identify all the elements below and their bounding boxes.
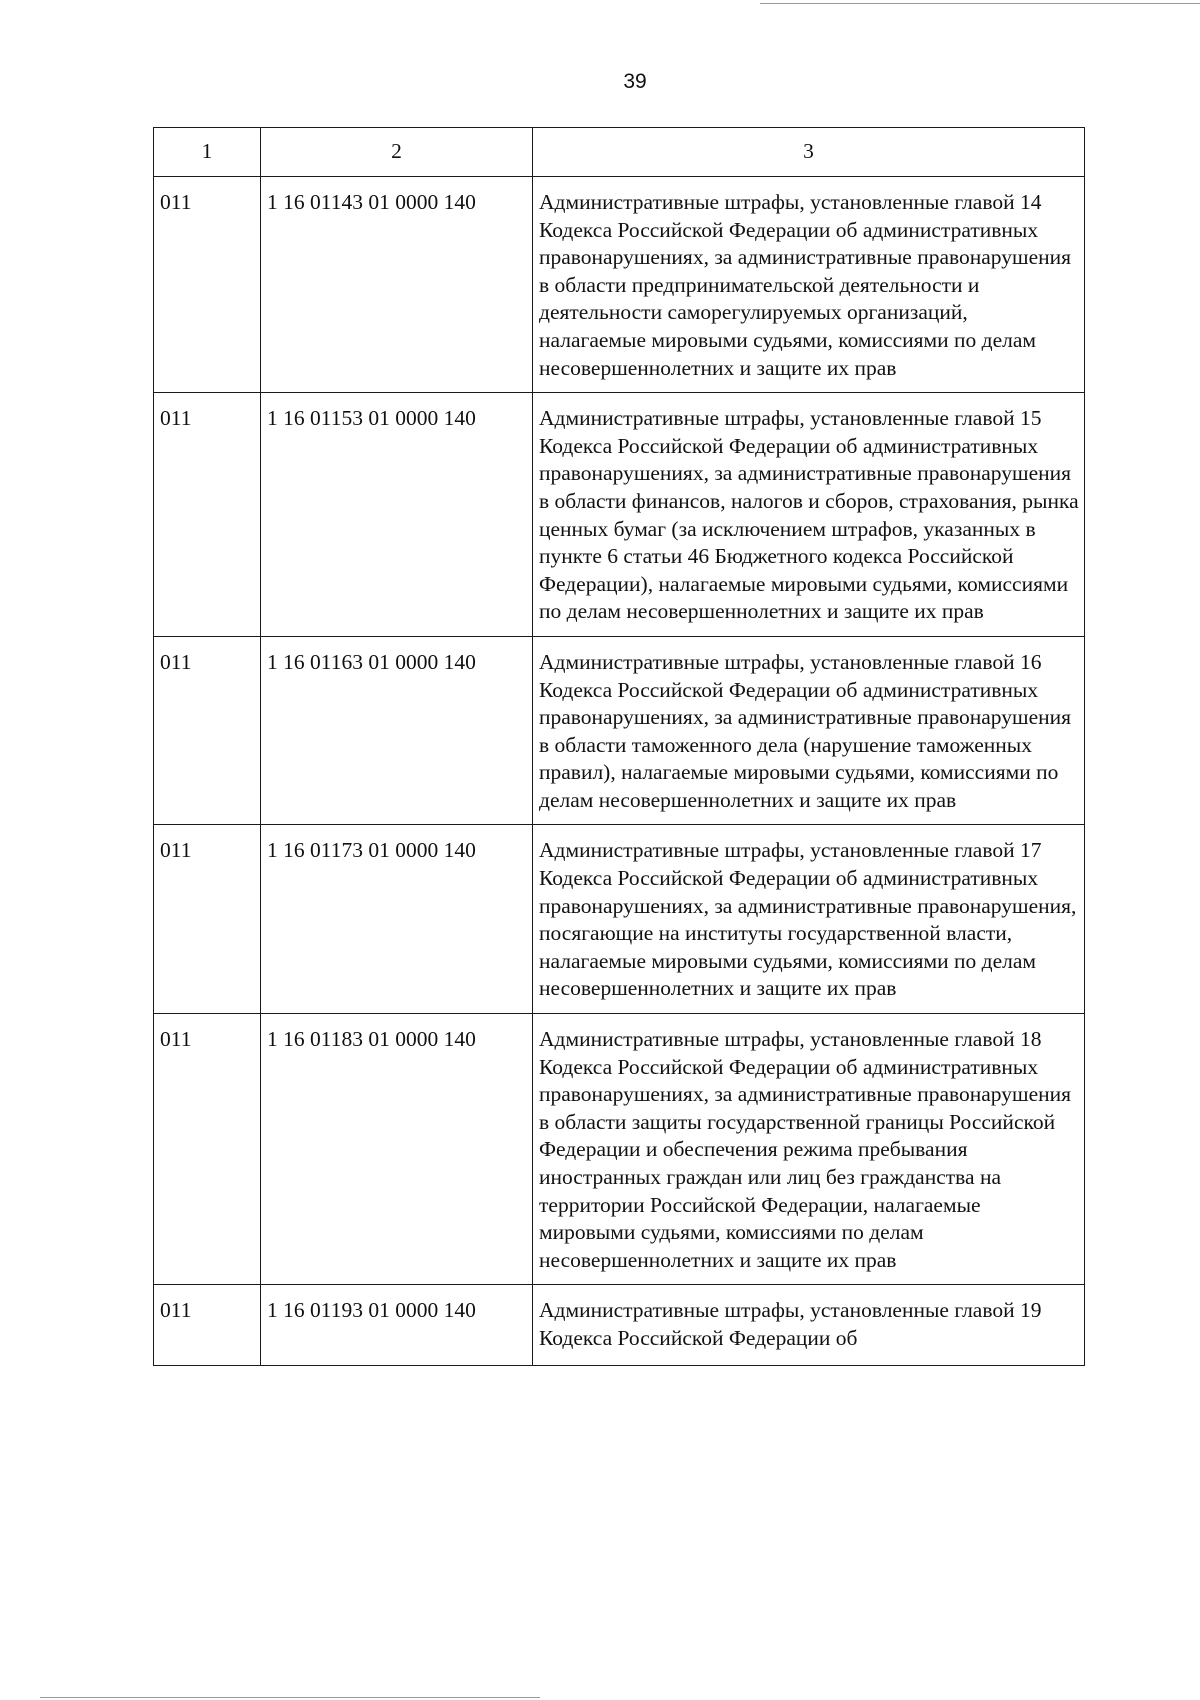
- description-cell: Административные штрафы, установленные главой 16 Кодекса Российской Федерации об административных правонарушениях, за административные правонарушения в области таможенного дела (нарушение таможенных правил), налагаемые мировыми судьями, комиссиями по делам несовершеннолетних и защите их прав: [533, 636, 1085, 825]
- admin-code-cell: 011: [154, 1014, 261, 1285]
- scan-edge-top: [760, 3, 1200, 4]
- column-header-1: 1: [154, 128, 261, 177]
- table-row: [154, 1285, 1085, 1365]
- description-cell: Административные штрафы, установленные главой 19 Кодекса Российской Федерации об: [533, 1285, 1085, 1365]
- budget-code-cell: 1 16 01143 01 0000 140: [261, 177, 533, 393]
- admin-code-cell: 011: [154, 636, 261, 825]
- budget-code-cell: 1 16 01183 01 0000 140: [261, 1014, 533, 1285]
- description-cell: Административные штрафы, установленные главой 17 Кодекса Российской Федерации об административных правонарушениях, за административные правонарушения, посягающие на институты государственной власти, налагаемые мировыми судьями, комиссиями по делам несовершеннолетних и защите их прав: [533, 825, 1085, 1014]
- description-cell: Административные штрафы, установленные главой 14 Кодекса Российской Федерации об административных правонарушениях, за административные правонарушения в области предпринимательской деятельности и деятельности саморегулируемых организаций, налагаемые мировыми судьями, комиссиями по делам несовершеннолетних и защите их прав: [533, 177, 1085, 393]
- revenue-codes-table: [153, 127, 1085, 1366]
- description-cell: Административные штрафы, установленные главой 18 Кодекса Российской Федерации об административных правонарушениях, за административные правонарушения в области защиты государственной границы Российской Федерации и обеспечения режима пребывания иностранных граждан или лиц без гражданства на территории Российской Федерации, налагаемые мировыми судьями, комиссиями по делам несовершеннолетних и защите их прав: [533, 1014, 1085, 1285]
- budget-code-cell: 1 16 01173 01 0000 140: [261, 825, 533, 1014]
- table-header-row: [154, 128, 1085, 177]
- column-header-2: 2: [261, 128, 533, 177]
- table-row: [154, 825, 1085, 1014]
- budget-code-cell: 1 16 01163 01 0000 140: [261, 636, 533, 825]
- budget-code-cell: 1 16 01153 01 0000 140: [261, 393, 533, 637]
- page-number: 39: [623, 70, 647, 93]
- admin-code-cell: 011: [154, 825, 261, 1014]
- table-row: [154, 177, 1085, 393]
- table-row: [154, 636, 1085, 825]
- description-cell: Административные штрафы, установленные главой 15 Кодекса Российской Федерации об административных правонарушениях, за административные правонарушения в области финансов, налогов и сборов, страхования, рынка ценных бумаг (за исключением штрафов, указанных в пункте 6 статьи 46 Бюджетного кодекса Российской Федерации), налагаемые мировыми судьями, комиссиями по делам несовершеннолетних и защите их прав: [533, 393, 1085, 637]
- admin-code-cell: 011: [154, 1285, 261, 1365]
- column-header-3: 3: [533, 128, 1085, 177]
- table-row: [154, 1014, 1085, 1285]
- admin-code-cell: 011: [154, 177, 261, 393]
- budget-code-cell: 1 16 01193 01 0000 140: [261, 1285, 533, 1365]
- table-row: [154, 393, 1085, 637]
- scan-edge-bottom: [40, 1697, 540, 1698]
- admin-code-cell: 011: [154, 393, 261, 637]
